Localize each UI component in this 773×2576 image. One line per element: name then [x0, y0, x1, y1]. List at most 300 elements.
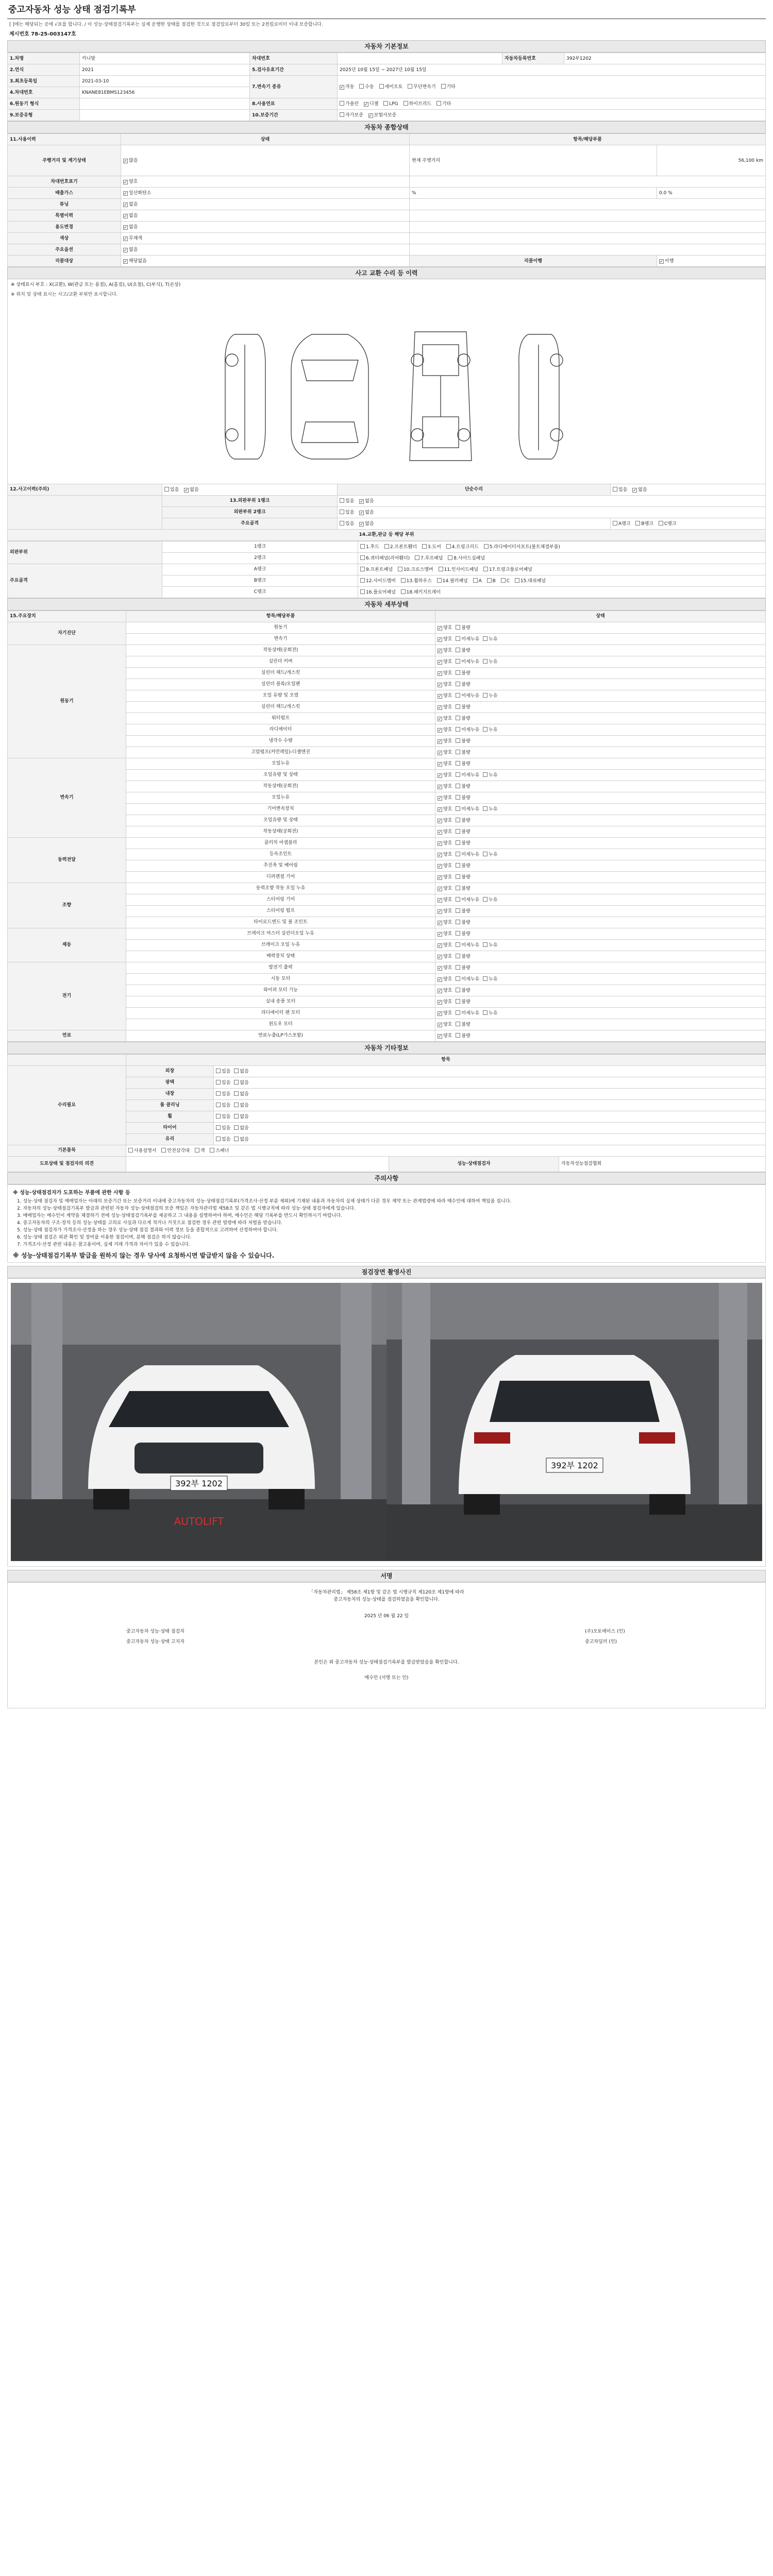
row-group: 수리필요 [8, 1066, 126, 1145]
checkbox-state[interactable]: ✓ 양호 [438, 875, 452, 880]
col-header: 15.주요장치 [8, 611, 126, 622]
detail-state [435, 747, 766, 758]
checkbox-state[interactable]: 누유 [483, 693, 497, 699]
checkbox-yes[interactable]: 있음 [340, 498, 354, 504]
vin-value: KNANE81EBMS123456 [80, 87, 250, 98]
parts-list [358, 541, 766, 553]
checkbox-state[interactable]: ✓ 양호 [438, 659, 452, 665]
basic-label: 3.최초등록일 [8, 76, 80, 87]
row-state [121, 188, 410, 199]
checkbox-state[interactable]: ✓ 없음 [123, 202, 138, 207]
checkbox-state[interactable]: 미세누유 [456, 727, 479, 733]
checkbox-insurer-warranty[interactable]: ✓ 보험사보증 [368, 113, 396, 118]
checkbox-other[interactable]: 기타 [441, 84, 456, 90]
checkbox-yes[interactable]: 있음 [216, 1069, 230, 1074]
car-rear-photo-icon [386, 1283, 762, 1561]
checkbox-state[interactable]: ✓ 양호 [438, 999, 452, 1005]
basic-label: 자동차등록번호 [502, 53, 564, 64]
row-item [410, 244, 766, 256]
detail-item-label: 실린더 헤드/개스킷 [126, 668, 435, 679]
checkbox-state[interactable]: 불량 [456, 761, 470, 767]
checkbox-part[interactable]: 9.프론트패널 [360, 567, 393, 572]
checkbox-state[interactable]: 불량 [456, 829, 470, 835]
basic-value: 2021-03-10 [80, 76, 250, 87]
checkbox-state[interactable]: ✓ 양호 [438, 863, 452, 869]
plate-number: 392부1202 [564, 53, 766, 64]
checkbox-state[interactable]: 불량 [456, 1033, 470, 1039]
checkbox-yes[interactable]: 있음 [216, 1137, 230, 1142]
checkbox-part[interactable]: 12.사이드멤버 [360, 578, 396, 584]
checkbox-state[interactable]: ✓ 양호 [438, 1022, 452, 1027]
checkbox-state[interactable]: ✓ 양호 [438, 705, 452, 710]
checkbox-state[interactable]: ✓ 양호 [438, 1033, 452, 1039]
checkbox-state[interactable]: 불량 [456, 988, 470, 993]
notice-line: 5. 성능·상태 점검자가 가격조사·산정을 하는 경우 성능·상태 점검 결과와 이력 정보 등을 종합적으로 고려하여 산정하여야 합니다. [17, 1228, 278, 1233]
basic-label: 6.원동기 형식 [8, 98, 80, 110]
checkbox-state[interactable]: ✓ 양호 [438, 965, 452, 971]
checkbox-state[interactable]: 불량 [456, 908, 470, 914]
checkbox-state[interactable]: ✓ 양호 [438, 909, 452, 914]
detail-state [435, 622, 766, 634]
checkbox-yes[interactable]: 있음 [216, 1103, 230, 1108]
checkbox-state[interactable]: ✓ 양호 [438, 795, 452, 801]
checkbox-state[interactable]: 누유 [483, 897, 497, 903]
checkbox-part[interactable]: B [487, 578, 496, 584]
checkbox-state[interactable]: ✓ 양호 [123, 179, 138, 184]
checkbox-state[interactable]: ✓ 양호 [438, 818, 452, 823]
checkbox-state[interactable]: ✓ 많음 [123, 158, 138, 163]
checkbox-part[interactable]: 3.도어 [422, 544, 441, 550]
checkbox-state[interactable]: 불량 [456, 965, 470, 971]
detail-state [435, 804, 766, 815]
detail-state [435, 645, 766, 656]
section-other-title: 자동차 기타정보 [7, 1042, 766, 1054]
checkbox-state[interactable]: 미세누유 [456, 806, 479, 812]
checkbox-part[interactable]: 6.쿼터패널(리어휀더) [360, 555, 410, 561]
seller-name: 중고차딜러 (인) [585, 1639, 617, 1645]
checkbox-state[interactable]: 미세누유 [456, 636, 479, 642]
table-row [8, 962, 766, 974]
detail-group-label: 조향 [8, 883, 126, 928]
checkbox-state[interactable]: ✓ 양호 [438, 682, 452, 687]
checkbox-triangle[interactable]: 안전삼각대 [161, 1148, 189, 1154]
checkbox-part[interactable]: 8.사이드실패널 [448, 555, 485, 561]
checkbox-state[interactable]: ✓ 일산화탄소 [123, 191, 151, 196]
row-state [121, 222, 410, 233]
checkbox-state[interactable]: 미세누유 [456, 1010, 479, 1016]
row-options [338, 507, 766, 518]
seller-label: 중고자동차 성능·상태 고지자 [126, 1639, 184, 1645]
detail-item-label: 와이퍼 모터 기능 [126, 985, 435, 996]
checkbox-state[interactable]: 불량 [456, 682, 470, 687]
row-value [657, 256, 766, 267]
checkbox-state[interactable]: 불량 [456, 750, 470, 755]
checkbox-no[interactable]: 없음 [234, 1137, 248, 1142]
detail-state [435, 736, 766, 747]
checkbox-state[interactable]: 불량 [456, 954, 470, 959]
checkbox-state[interactable]: ✓ 양호 [438, 739, 452, 744]
checkbox-part[interactable]: 18.패키지트레이 [401, 589, 441, 595]
checkbox-part[interactable]: 16.플로어패널 [360, 589, 396, 595]
checkbox-state[interactable]: ✓ 양호 [438, 807, 452, 812]
row-item [410, 199, 766, 210]
row-value: 자동차성능점검협회 [559, 1157, 766, 1172]
checkbox-state[interactable]: 미세누유 [456, 852, 479, 857]
row-options [162, 484, 338, 496]
checkbox-part[interactable]: 1.후드 [360, 544, 379, 550]
checkbox-state[interactable]: ✓ 양호 [438, 750, 452, 755]
detail-item-label: 원동기 [126, 622, 435, 634]
notice-line: 1. 성능·상태 점검자 및 매매업자는 아래의 보증기간 또는 보증거리 이내에 중고자동차의 성능·상태점검기록부(가격조사·산정 부분 제외)에 기재된 내용과 자동차의 실제 상태가 다른 경우 계약 또는 관계법령에 따라 매수인에 대하여 책임을 집니다. [17, 1198, 512, 1204]
checkbox-state[interactable]: 불량 [456, 784, 470, 789]
checkbox-state[interactable]: 불량 [456, 818, 470, 823]
detail-state [435, 713, 766, 724]
checkbox-part[interactable]: 11.인사이드패널 [439, 567, 478, 572]
parts-table [7, 541, 766, 598]
checkbox-yes[interactable]: 있음 [216, 1125, 230, 1131]
checkbox-auto[interactable]: ✓ 자동 [340, 84, 354, 90]
checkbox-state[interactable]: 불량 [456, 795, 470, 801]
row-label: 유리 [126, 1134, 214, 1145]
checkbox-state[interactable]: 불량 [456, 920, 470, 925]
checkbox-state[interactable]: ✓ 양호 [438, 637, 452, 642]
mileage-value: 56,100 km [657, 145, 766, 176]
basic-value: 2021 [80, 64, 250, 76]
checkbox-part[interactable]: C [501, 578, 510, 584]
detail-state [435, 1019, 766, 1030]
detail-state [435, 634, 766, 645]
detail-item-label: 배력장치 상태 [126, 951, 435, 962]
detail-item-label: 클러치 어셈블리 [126, 838, 435, 849]
row-label: 주행거리 및 계기상태 [8, 145, 121, 176]
checkbox-state[interactable]: ✓ 양호 [438, 931, 452, 937]
checkbox-lpg[interactable]: LPG [383, 101, 398, 107]
checkbox-no[interactable]: ✓ 없음 [184, 487, 198, 493]
detail-state [435, 951, 766, 962]
basic-label: 10.보증기간 [250, 110, 338, 121]
document-number: 제시번호 78-25-003147호 [9, 31, 76, 37]
rank-label: 1랭크 [162, 541, 358, 553]
checkbox-state[interactable]: 누유 [483, 727, 497, 733]
checkbox-state[interactable]: ✓ 없음 [123, 247, 138, 252]
checkbox-no[interactable]: ✓ 없음 [359, 521, 374, 527]
detail-state [435, 894, 766, 906]
photo-front [11, 1283, 386, 1561]
checkbox-state[interactable]: ✓ 무채색 [123, 236, 142, 241]
checkbox-state[interactable]: ✓ 양호 [438, 954, 452, 959]
checkbox-state[interactable]: 불량 [456, 840, 470, 846]
detail-state [435, 690, 766, 702]
car-outline-icon [214, 324, 575, 468]
checkbox-no[interactable]: 없음 [234, 1103, 248, 1108]
checkbox-state[interactable]: 누유 [483, 942, 497, 948]
buyer-sign[interactable]: 매수인 (서명 또는 인) [364, 1675, 409, 1681]
col-header: 항목 [126, 1055, 766, 1066]
detail-item-label: 냉각수 수량 [126, 736, 435, 747]
sign-text: 「자동차관리법」 제58조 제1항 및 같은 법 시행규칙 제120조 제1항에 따라 [309, 1590, 464, 1596]
detail-item-label: 스티어링 기어 [126, 894, 435, 906]
checkbox-gasoline[interactable]: 가솔린 [340, 101, 359, 107]
checkbox-state[interactable]: ✓ 양호 [438, 784, 452, 789]
detail-item-label: 타이로드엔드 및 볼 조인트 [126, 917, 435, 928]
detail-item-label: 스티어링 펌프 [126, 906, 435, 917]
checkbox-rank-b[interactable]: B랭크 [635, 521, 653, 527]
parts-list [358, 587, 766, 598]
row-label: 기본품목 [8, 1145, 126, 1157]
basic-info-table [7, 53, 766, 121]
checkbox-part[interactable]: 13.휠하우스 [401, 578, 432, 584]
col-header: 상태 [121, 134, 410, 145]
mileage-state [121, 145, 410, 176]
checkbox-part[interactable]: 14.필러패널 [437, 578, 468, 584]
detail-state [435, 860, 766, 872]
checkbox-state[interactable]: ✓ 양호 [438, 943, 452, 948]
legend-text: ※ 위치 및 상태 표시는 사고/교환 부위만 표시합니다. [11, 292, 118, 297]
section-general-title: 자동차 종합상태 [7, 121, 766, 133]
checkbox-state[interactable]: ✓ 양호 [438, 988, 452, 993]
notice-line: 2. 자동차의 성능·상태점검기록부 발급과 관련된 자동차 성능·상태점검의 보증 책임은 자동차관리법 제58조 및 같은 법 시행규칙에 따라 성능·상태 점검자에게 있습니다. [17, 1206, 356, 1211]
checkbox-state[interactable]: 불량 [456, 716, 470, 721]
checkbox-yes[interactable]: 있음 [340, 521, 354, 527]
checkbox-state[interactable]: ✓ 양호 [438, 829, 452, 835]
col-header: 11.사용이력 [8, 134, 121, 145]
row-state [121, 176, 410, 188]
checkbox-state[interactable]: 불량 [456, 625, 470, 631]
checkbox-part[interactable]: 10.크로스멤버 [398, 567, 433, 572]
row-label: 리콜대상 [8, 256, 121, 267]
checkbox-state[interactable]: ✓ 양호 [438, 716, 452, 721]
checkbox-state[interactable]: ✓ 양호 [438, 897, 452, 903]
row-label: 타이어 [126, 1123, 214, 1134]
checkbox-cvt[interactable]: 무단변속기 [408, 84, 435, 90]
parts-header: 14.교환,판금 등 해당 부위 [8, 530, 766, 541]
detail-group-label: 변속기 [8, 758, 126, 838]
checkbox-state[interactable]: 미세누유 [456, 976, 479, 982]
detail-item-label: 디퍼렌셜 기어 [126, 872, 435, 883]
detail-state [435, 679, 766, 690]
checkbox-no[interactable]: 없음 [234, 1125, 248, 1131]
rank-label: 2랭크 [162, 553, 358, 564]
checkbox-jack[interactable]: 잭 [195, 1148, 205, 1154]
parts-list [358, 575, 766, 587]
checkbox-part[interactable]: 4.트렁크리드 [446, 544, 479, 550]
inspection-period: 2025년 10월 15일 ~ 2027년 10월 15일 [338, 64, 766, 76]
detail-state [435, 974, 766, 985]
checkbox-state[interactable]: ✓ 양호 [438, 1011, 452, 1016]
detail-group-label: 원동기 [8, 645, 126, 758]
row-item: 현재 주행거리 [410, 145, 657, 176]
checkbox-yes[interactable]: 있음 [216, 1091, 230, 1097]
row-label: 특별이력 [8, 210, 121, 222]
checkbox-state[interactable]: 불량 [456, 863, 470, 869]
detail-group-label: 동력전달 [8, 838, 126, 883]
checkbox-state[interactable]: 불량 [456, 1022, 470, 1027]
checkbox-yes[interactable]: 있음 [340, 510, 354, 515]
checkbox-state[interactable]: ✓ 양호 [438, 693, 452, 699]
checkbox-state[interactable]: 누유 [483, 659, 497, 665]
rank-label: C랭크 [162, 587, 358, 598]
row-state [121, 244, 410, 256]
detail-item-label: 라디에이터 팬 모터 [126, 1008, 435, 1019]
checkbox-state[interactable]: 누유 [483, 806, 497, 812]
row-options [214, 1066, 766, 1077]
checkbox-state[interactable]: 불량 [456, 648, 470, 653]
checkbox-state[interactable]: 누유 [483, 1010, 497, 1016]
basic-label: 차대번호 [250, 53, 338, 64]
parts-list [358, 564, 766, 575]
detail-state [435, 883, 766, 894]
checkbox-yes[interactable]: 있음 [216, 1114, 230, 1120]
checkbox-no[interactable]: ✓ 없음 [359, 499, 374, 504]
rank-label: A랭크 [162, 564, 358, 575]
row-label: 성능·상태점검자 [389, 1157, 559, 1172]
checkbox-part[interactable]: A [473, 578, 482, 584]
detail-state [435, 996, 766, 1008]
checkbox-state[interactable]: 미세누유 [456, 693, 479, 699]
parts-group-label: 외판부위 [8, 541, 162, 564]
detail-item-label: 오일누유 [126, 758, 435, 770]
checkbox-semi[interactable]: 세미오토 [379, 84, 403, 90]
col-header [8, 1055, 126, 1066]
detail-state [435, 826, 766, 838]
checkbox-state[interactable]: 불량 [456, 999, 470, 1005]
checkbox-state[interactable]: ✓ 양호 [438, 648, 452, 653]
detail-item-label: 브레이크 마스터 실린더오일 누유 [126, 928, 435, 940]
checkbox-no[interactable]: 없음 [234, 1080, 248, 1086]
accident-legend [7, 279, 766, 298]
checkbox-yes[interactable]: 있음 [216, 1080, 230, 1086]
checkbox-state[interactable]: ✓ 없음 [123, 225, 138, 230]
row-label [8, 496, 162, 530]
col-header: 상태 [435, 611, 766, 622]
document-title: 중고자동차 성능 상태 점검기록부 [7, 4, 766, 19]
checkbox-state[interactable]: ✓ 양호 [438, 671, 452, 676]
checkbox-state[interactable]: 불량 [456, 738, 470, 744]
notice-heading: ※ 성능·상태점검자가 도포하는 부품에 관한 사항 등 [13, 1190, 130, 1196]
row-label: 12.사고이력(주의) [8, 484, 162, 496]
checkbox-yes[interactable]: 있음 [613, 487, 627, 493]
checkbox-part[interactable]: 15.대쉬패널 [515, 578, 546, 584]
checkbox-self-warranty[interactable]: 자가보증 [340, 112, 363, 118]
photo-plate-left: 392부 1202 [175, 1479, 223, 1489]
notice-line: 4. 중고자동차의 구조·장치 등의 성능·상태를 고의로 사실과 다르게 적거나 거짓으로 점검한 경우 관련 법령에 따라 처벌을 받습니다. [17, 1221, 283, 1226]
row-label: 광택 [126, 1077, 214, 1089]
checkbox-state[interactable]: ✓ 양호 [438, 625, 452, 631]
row-options [338, 518, 611, 530]
checkbox-no[interactable]: ✓ 없음 [632, 487, 647, 493]
checkbox-state[interactable]: ✓ 양호 [438, 852, 452, 857]
row-label: 단순수리 [338, 484, 611, 496]
row-label: 배출가스 [8, 188, 121, 199]
checkbox-state[interactable]: 미세누유 [456, 659, 479, 665]
checkbox-state[interactable]: 누유 [483, 772, 497, 778]
checkbox-state[interactable]: ✓ 양호 [438, 920, 452, 925]
row-item [410, 222, 766, 233]
photo-plate-right: 392부 1202 [551, 1461, 598, 1471]
checkbox-state[interactable]: 누유 [483, 636, 497, 642]
checkbox-manual-book[interactable]: 사용설명서 [128, 1148, 156, 1154]
checkbox-state[interactable]: 누유 [483, 976, 497, 982]
checkbox-state[interactable]: ✓ 양호 [438, 841, 452, 846]
inspection-photos [7, 1278, 766, 1567]
row-options [214, 1100, 766, 1111]
notice-emphasis: ※ 성능·상태점검기록부 발급을 원하지 않는 경우 당사에 요청하시면 발급받지 않을 수 있습니다. [13, 1251, 275, 1259]
checkbox-state[interactable]: 미세누유 [456, 942, 479, 948]
detail-state [435, 928, 766, 940]
checkbox-state[interactable]: 미세누유 [456, 772, 479, 778]
checkbox-rank-c[interactable]: C랭크 [659, 521, 677, 527]
checkbox-yes[interactable]: 있음 [164, 487, 179, 493]
checkbox-spanner[interactable]: 스패너 [210, 1148, 229, 1154]
row-label: 내장 [126, 1089, 214, 1100]
checkbox-part[interactable]: 2.프론트휀더 [384, 544, 417, 550]
detail-state [435, 815, 766, 826]
detail-item-label: 발전기 출력 [126, 962, 435, 974]
detail-item-label: 동력조향 작동 오일 누유 [126, 883, 435, 894]
detail-item-label: 추진축 및 베어링 [126, 860, 435, 872]
checkbox-fuel-other[interactable]: 기타 [436, 101, 451, 107]
row-label: 주요골격 [162, 518, 338, 530]
checkbox-state[interactable]: ✓ 해당없음 [123, 259, 147, 264]
section-basic-title: 자동차 기본정보 [7, 40, 766, 53]
notice-text: [ ]에는 해당되는 곳에 √표를 합니다. / 이 성능·상태점검기록부는 실제 운행한 상태를 점검한 것으로 점검일로부터 30일 또는 2천킬로미터 이내 보증합니다. [9, 22, 323, 27]
detail-item-label: 시동 모터 [126, 974, 435, 985]
checkbox-state[interactable]: ✓ 양호 [438, 773, 452, 778]
checkbox-no[interactable]: ✓ 없음 [359, 510, 374, 515]
notice-line: 3. 매매업자는 매수인이 계약을 체결하기 전에 성능·상태점검기록부를 제공하고 그 내용을 설명하여야 하며, 매수인은 해당 기록부를 반드시 확인하시기 바랍니다. [17, 1213, 342, 1218]
detail-item-label: 작동상태(공회전) [126, 645, 435, 656]
detail-item-label: 실린더 헤드/개스킷 [126, 702, 435, 713]
checkbox-state[interactable]: ✓ 이행 [659, 259, 674, 264]
detail-item-label: 실린더 블록/오일팬 [126, 679, 435, 690]
detail-item-label: 등속조인트 [126, 849, 435, 860]
checkbox-state[interactable]: 불량 [456, 931, 470, 937]
checkbox-state[interactable]: ✓ 양호 [438, 886, 452, 891]
checkbox-no[interactable]: 없음 [234, 1069, 248, 1074]
checkbox-hybrid[interactable]: 하이브리드 [404, 101, 431, 107]
checkbox-manual[interactable]: 수동 [359, 84, 374, 90]
row-label: 차대번호표기 [8, 176, 121, 188]
checkbox-state[interactable]: 미세누유 [456, 897, 479, 903]
row-label: 룸 클리닝 [126, 1100, 214, 1111]
row-value: 0.0 % [657, 188, 766, 199]
checkbox-state[interactable]: ✓ 양호 [438, 727, 452, 733]
checkbox-state[interactable]: 불량 [456, 886, 470, 891]
checkbox-no[interactable]: 없음 [234, 1114, 248, 1120]
notice-line: 7. 가격조사·산정 관련 내용은 참고용이며, 실제 거래 가격과 차이가 있을 수 있습니다. [17, 1242, 190, 1248]
notice-line: 6. 성능·상태 점검은 외관 확인 및 장비를 이용한 점검이며, 분해 점검은 하지 않습니다. [17, 1235, 192, 1241]
checkbox-state[interactable]: ✓ 양호 [438, 977, 452, 982]
other-info-table [7, 1054, 766, 1172]
detail-state [435, 1008, 766, 1019]
checkbox-state[interactable]: 누유 [483, 852, 497, 857]
checkbox-state[interactable]: 불량 [456, 670, 470, 676]
checkbox-state[interactable]: 불량 [456, 704, 470, 710]
checkbox-part[interactable]: 5.라디에이터서포트(볼트체결부품) [484, 544, 560, 550]
basic-value [80, 110, 250, 121]
detail-state [435, 940, 766, 951]
checkbox-state[interactable]: ✓ 양호 [438, 761, 452, 767]
checkbox-rank-a[interactable]: A랭크 [613, 521, 631, 527]
checkbox-no[interactable]: 없음 [234, 1091, 248, 1097]
detail-state-table [7, 611, 766, 1042]
checkbox-part[interactable]: 17.트렁크플로어패널 [483, 567, 532, 572]
checkbox-state[interactable]: ✓ 없음 [123, 213, 138, 218]
detail-group-label: 연료 [8, 1030, 126, 1042]
checkbox-part[interactable]: 7.루프패널 [415, 555, 443, 561]
checkbox-state[interactable]: 불량 [456, 874, 470, 880]
checkbox-diesel[interactable]: ✓ 디젤 [364, 101, 378, 107]
